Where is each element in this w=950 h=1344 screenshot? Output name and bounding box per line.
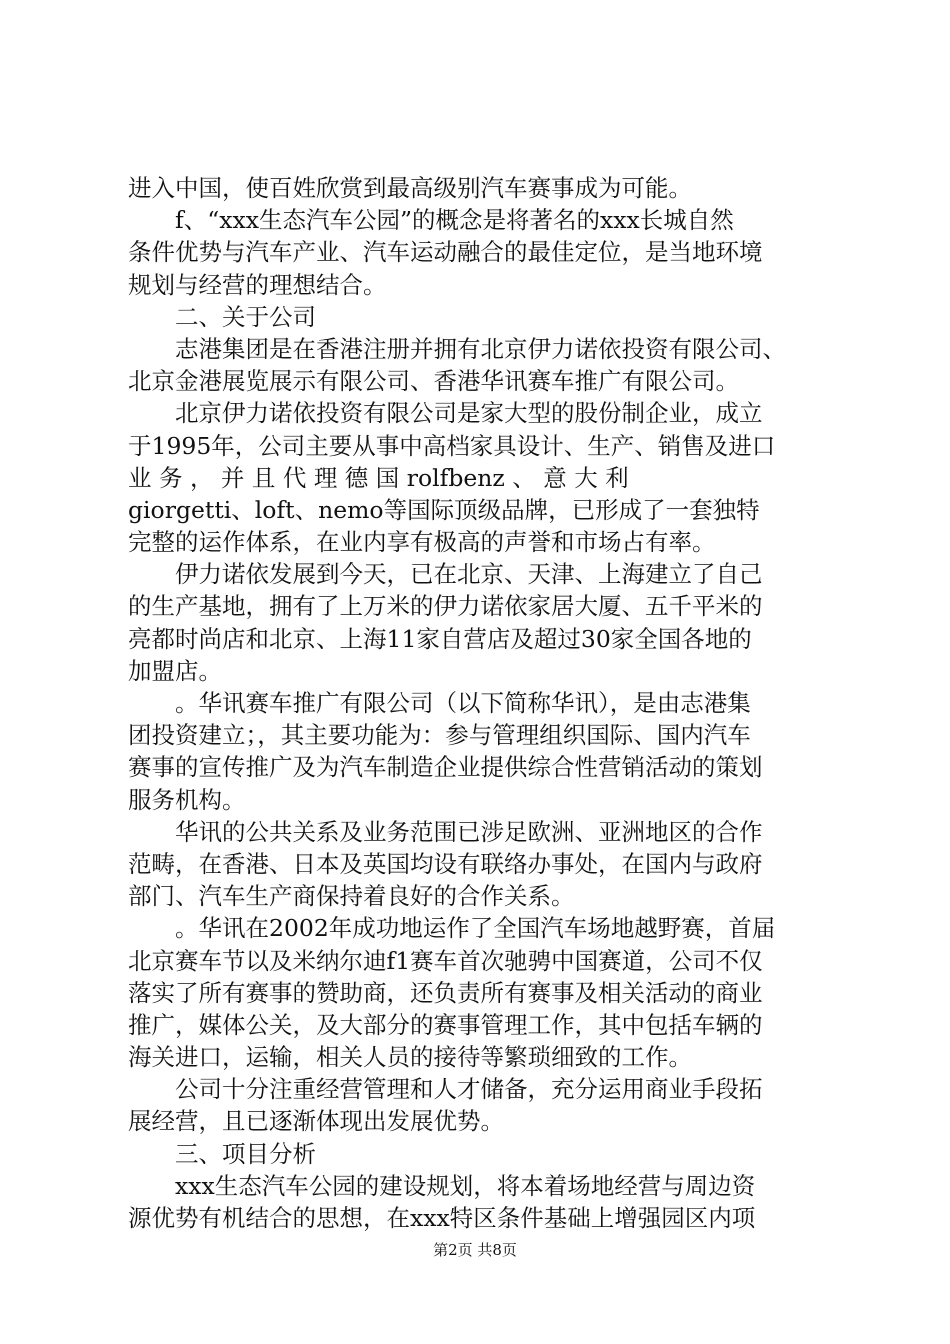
- text-line: 志港集团是在香港注册并拥有北京伊力诺依投资有限公司、: [128, 334, 786, 363]
- text-line: f、“xxx生态汽车公园”的概念是将著名的xxx长城自然: [128, 206, 734, 235]
- text-line: 北京赛车节以及米纳尔迪f1赛车首次驰骋中国赛道，公司不仅: [128, 946, 763, 975]
- text-line: 伊力诺依发展到今天，已在北京、天津、上海建立了自己: [128, 560, 763, 589]
- text-line: xxx生态汽车公园的建设规划，将本着场地经营与周边资: [128, 1171, 756, 1200]
- text-line: 公司十分注重经营管理和人才储备，充分运用商业手段拓: [128, 1075, 763, 1104]
- text-line: 规划与经营的理想结合。: [128, 270, 387, 299]
- text-line: giorgetti、loft、nemo等国际顶级品牌，已形成了一套独特: [128, 495, 760, 524]
- text-line: 落实了所有赛事的赞助商，还负责所有赛事及相关活动的商业: [128, 978, 763, 1007]
- text-line: 完整的运作体系，在业内享有极高的声誉和市场占有率。: [128, 528, 716, 557]
- text-line: 赛事的宣传推广及为汽车制造企业提供综合性营销活动的策划: [128, 753, 763, 782]
- text-line: 进入中国，使百姓欣赏到最高级别汽车赛事成为可能。: [128, 174, 692, 202]
- page-footer: 第2页 共8页: [433, 1241, 517, 1259]
- text-line: 北京伊力诺依投资有限公司是家大型的股份制企业，成立: [128, 399, 763, 428]
- text-line: 加盟店。: [128, 656, 222, 685]
- text-line: 北京金港展览展示有限公司、香港华讯赛车推广有限公司。: [128, 367, 739, 396]
- text-line: 部门、汽车生产商保持着良好的合作关系。: [128, 882, 575, 911]
- document-body: [128, 172, 828, 1234]
- section-heading: 三、项目分析: [128, 1139, 316, 1168]
- text-line: 源优势有机结合的思想，在xxx特区条件基础上增强园区内项: [128, 1204, 756, 1232]
- text-line: 。华讯在2002年成功地运作了全国汽车场地越野赛，首届: [128, 914, 776, 943]
- text-line: 的生产基地，拥有了上万米的伊力诺依家居大厦、五千平米的: [128, 592, 763, 621]
- text-line: 展经营，且已逐渐体现出发展优势。: [128, 1107, 504, 1136]
- text-line: 条件优势与汽车产业、汽车运动融合的最佳定位，是当地环境: [128, 238, 763, 267]
- text-line: 亮都时尚店和北京、上海11家自营店及超过30家全国各地的: [128, 624, 752, 653]
- section-heading: 二、关于公司: [128, 302, 316, 331]
- text-line: 于1995年，公司主要从事中高档家具设计、生产、销售及进口: [128, 431, 776, 460]
- text-line: 服务机构。: [128, 785, 246, 814]
- text-line: 推广，媒体公关，及大部分的赛事管理工作，其中包括车辆的: [128, 1010, 763, 1039]
- text-line: 。华讯赛车推广有限公司（以下简称华讯），是由志港集: [128, 689, 751, 717]
- text-line: 海关进口，运输，相关人员的接待等繁琐细致的工作。: [128, 1043, 692, 1072]
- text-line: 华讯的公共关系及业务范围已涉足欧洲、亚洲地区的合作: [128, 817, 763, 846]
- text-line: 团投资建立；，其主要功能为：参与管理组织国际、国内汽车: [128, 721, 751, 750]
- text-line: 业 务 ， 并 且 代 理 德 国 rolfbenz 、 意 大 利: [128, 463, 629, 492]
- text-line: 范畴，在香港、日本及英国均设有联络办事处，在国内与政府: [128, 849, 763, 878]
